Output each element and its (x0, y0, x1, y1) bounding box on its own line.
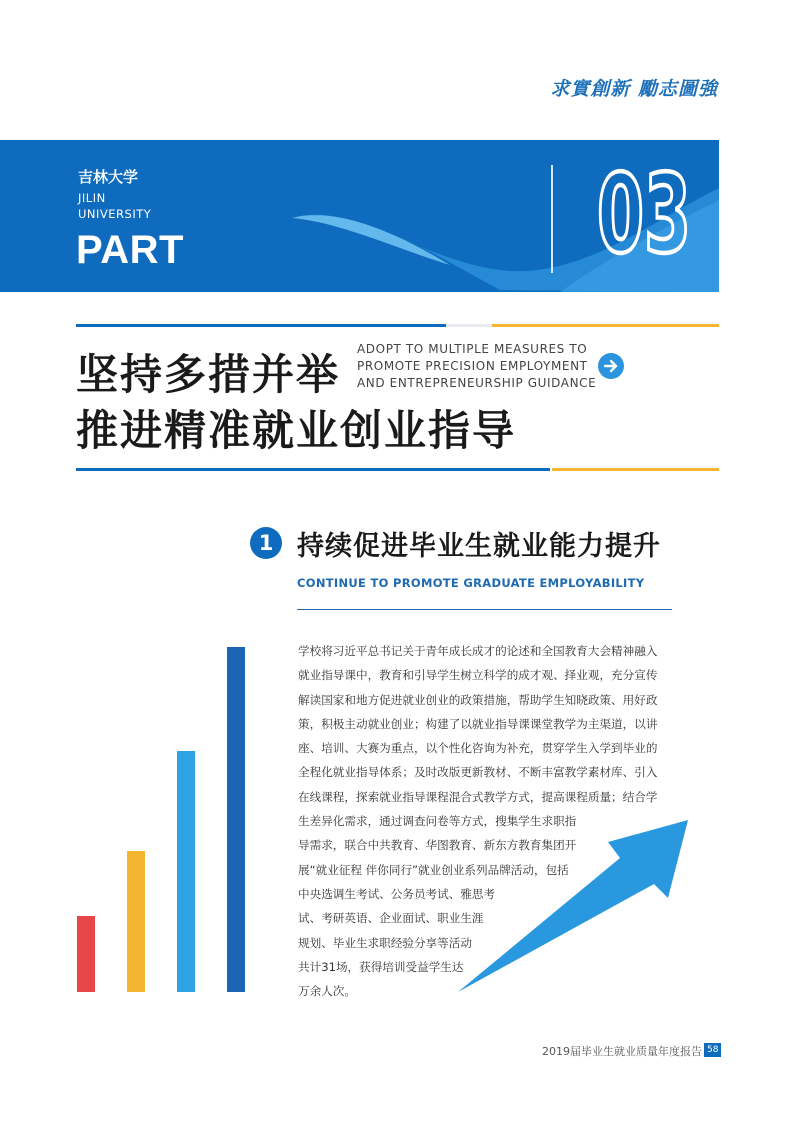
decorative-bar (77, 916, 95, 992)
page-number: 58 (704, 1043, 721, 1057)
section-rule (297, 609, 672, 610)
body-line: 规划、毕业生求职经验分享等活动 (298, 935, 472, 950)
university-name-en: JILIN UNIVERSITY (78, 191, 152, 221)
section-title-en: CONTINUE TO PROMOTE GRADUATE EMPLOYABILITY (297, 576, 645, 590)
body-line: 导需求，联合中共教育、华图教育、新东方教育集团开 (298, 838, 577, 853)
body-line: 共计31场，获得培训受益学生达 (298, 959, 464, 974)
section-number-badge: 1 (250, 527, 282, 559)
part-label: PART (76, 228, 184, 272)
body-line: 生差异化需求，通过调查问卷等方式，搜集学生求职指 (298, 814, 577, 829)
banner-divider (551, 165, 553, 273)
body-line: 万余人次。 (298, 984, 356, 999)
section-body (298, 639, 678, 1003)
arrow-right-icon (598, 353, 624, 379)
chapter-subtitle-en: ADOPT TO MULTIPLE MEASURES TO PROMOTE PRECISION EMPLOYMENT AND ENTREPRENEURSHIP GUIDANCE (357, 342, 597, 390)
body-line: 策，积极主动就业创业；构建了以就业指导课课堂教学为主渠道，以讲 (298, 716, 658, 731)
body-line: 中央选调生考试、公务员考试、雅思考 (298, 886, 496, 901)
body-line: 在线课程，探索就业指导课程混合式教学方式，提高课程质量；结合学 (298, 789, 658, 804)
body-line: 学校将习近平总书记关于青年成长成才的论述和全国教育大会精神融入 (298, 644, 658, 658)
body-line: 试、考研英语、企业面试、职业生涯 (298, 911, 484, 926)
chapter-title-line2: 推进精准就业创业指导 (76, 406, 517, 455)
section-title: 持续促进毕业生就业能力提升 (297, 531, 661, 562)
body-line: 解读国家和地方促进就业创业的政策措施，帮助学生知晓政策、用好政 (298, 692, 658, 707)
decorative-bar (127, 851, 145, 992)
report-title-footer: 2019届毕业生就业质量年度报告 (542, 1045, 702, 1058)
title-bottom-rule (76, 468, 719, 471)
decorative-bar (177, 751, 195, 992)
part-banner (0, 140, 719, 292)
chapter-title-line1: 坚持多措并举 (76, 350, 341, 399)
school-motto: 求實創新 勵志圖強 (550, 78, 718, 100)
svg-text:03: 03 (597, 151, 691, 278)
university-name-cn: 吉林大学 (78, 168, 139, 186)
body-line: 就业指导课中，教育和引导学生树立科学的成才观、择业观，充分宣传 (298, 668, 658, 683)
body-line: 全程化就业指导体系；及时改版更新教材、不断丰富教学素材库、引入 (298, 765, 658, 780)
body-line: 展“就业征程 伴你同行”就业创业系列品牌活动，包括 (298, 862, 569, 877)
body-line: 座、培训、大赛为重点，以个性化咨询为补充，贯穿学生入学到毕业的 (298, 741, 658, 756)
decorative-bar (227, 647, 245, 992)
title-top-rule (76, 324, 719, 327)
part-number (594, 151, 694, 278)
